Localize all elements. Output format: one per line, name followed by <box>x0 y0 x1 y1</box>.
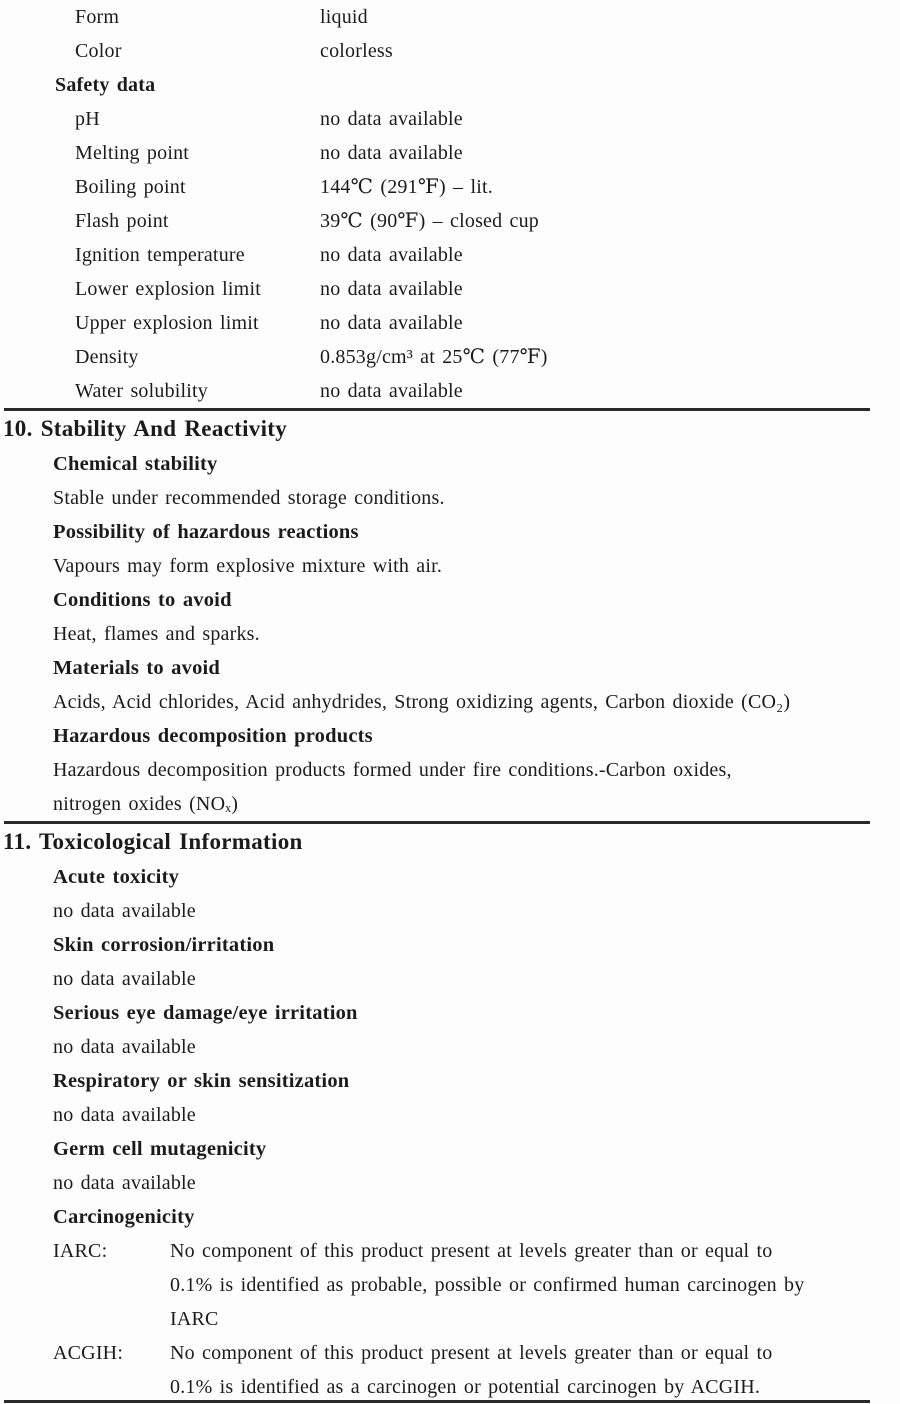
property-label: Flash point <box>75 210 169 232</box>
property-label: Water solubility <box>75 380 209 402</box>
property-row <box>0 272 900 306</box>
property-label: Ignition temperature <box>75 244 245 266</box>
subsection-text: Heat, flames and sparks. <box>53 623 260 645</box>
property-value: no data available <box>320 244 463 266</box>
property-value: no data available <box>320 278 463 300</box>
subsection-text: no data available <box>53 1036 196 1058</box>
statement-line: 0.1% is identified as probable, possible or confirmed human carcinogen by <box>170 1274 805 1296</box>
property-value: no data available <box>320 312 463 334</box>
property-label: Color <box>75 40 122 62</box>
property-value: 0.853g/cm³ at 25℃ (77℉) <box>320 346 548 368</box>
property-label: Melting point <box>75 142 190 164</box>
subsection-heading: Respiratory or skin sensitization <box>53 1070 350 1092</box>
property-value: no data available <box>320 108 463 130</box>
subsection-text: Vapours may form explosive mixture with air. <box>53 555 443 577</box>
subsection-heading: Acute toxicity <box>53 866 180 888</box>
section-title: 10. Stability And Reactivity <box>3 416 288 441</box>
subsection-text: no data available <box>53 968 196 990</box>
subsection-text: Acids, Acid chlorides, Acid anhydrides, Strong oxidizing agents, Carbon dioxide (CO₂) <box>53 691 791 713</box>
property-row <box>0 102 900 136</box>
subsection-heading: Chemical stability <box>53 453 218 475</box>
property-label: pH <box>75 108 100 130</box>
subsection-heading: Serious eye damage/eye irritation <box>53 1002 358 1024</box>
property-label: Boiling point <box>75 176 186 198</box>
agency-statement <box>170 1234 900 1336</box>
subsection-heading: Germ cell mutagenicity <box>53 1138 267 1160</box>
subsection-text: no data available <box>53 1104 196 1126</box>
section-11-toxicological-information <box>0 824 900 1404</box>
subsection-heading: Conditions to avoid <box>53 589 232 611</box>
agency-label: IARC: <box>53 1240 108 1262</box>
property-row <box>0 238 900 272</box>
property-value: no data available <box>320 380 463 402</box>
property-row <box>0 0 900 34</box>
statement-line: No component of this product present at levels greater than or equal to <box>170 1240 773 1262</box>
property-row <box>0 374 900 408</box>
property-row <box>0 136 900 170</box>
subsection-text: no data available <box>53 900 196 922</box>
property-row <box>0 340 900 374</box>
statement-line: No component of this product present at levels greater than or equal to <box>170 1342 773 1364</box>
statement-line: 0.1% is identified as a carcinogen or potential carcinogen by ACGIH. <box>170 1376 761 1398</box>
property-label: Lower explosion limit <box>75 278 261 300</box>
subsection-heading: Hazardous decomposition products <box>53 725 373 747</box>
property-value: no data available <box>320 142 463 164</box>
agency-statement <box>170 1336 900 1404</box>
property-row <box>0 306 900 340</box>
carcinogenicity-entry-iarc <box>0 1234 900 1336</box>
property-row <box>0 34 900 68</box>
subsection-heading: Skin corrosion/irritation <box>53 934 275 956</box>
section-10-stability-and-reactivity <box>0 411 900 821</box>
subsection-heading: Materials to avoid <box>53 657 221 679</box>
subsection-heading: Carcinogenicity <box>53 1206 195 1228</box>
property-label: Density <box>75 346 139 368</box>
subsection-text: no data available <box>53 1172 196 1194</box>
agency-label: ACGIH: <box>53 1342 124 1364</box>
physical-properties-table <box>0 0 900 408</box>
subsection-heading: Possibility of hazardous reactions <box>53 521 359 543</box>
property-row <box>0 170 900 204</box>
subsection-text: Stable under recommended storage conditions. <box>53 487 445 509</box>
carcinogenicity-entry-acgih <box>0 1336 900 1404</box>
subsection-text: Hazardous decomposition products formed under fire conditions.-Carbon oxides, <box>53 759 732 781</box>
statement-line: IARC <box>170 1308 219 1330</box>
property-label: Upper explosion limit <box>75 312 259 334</box>
safety-data-heading: Safety data <box>55 74 156 96</box>
property-value: liquid <box>320 6 368 28</box>
section-title: 11. Toxicological Information <box>3 829 303 854</box>
property-value: colorless <box>320 40 393 62</box>
property-value: 144℃ (291℉) – lit. <box>320 176 493 198</box>
subsection-text: nitrogen oxides (NOₓ) <box>53 793 239 815</box>
property-row <box>0 204 900 238</box>
property-label: Form <box>75 6 120 28</box>
property-value: 39℃ (90℉) – closed cup <box>320 210 540 232</box>
page-bottom-rule <box>4 1400 870 1403</box>
